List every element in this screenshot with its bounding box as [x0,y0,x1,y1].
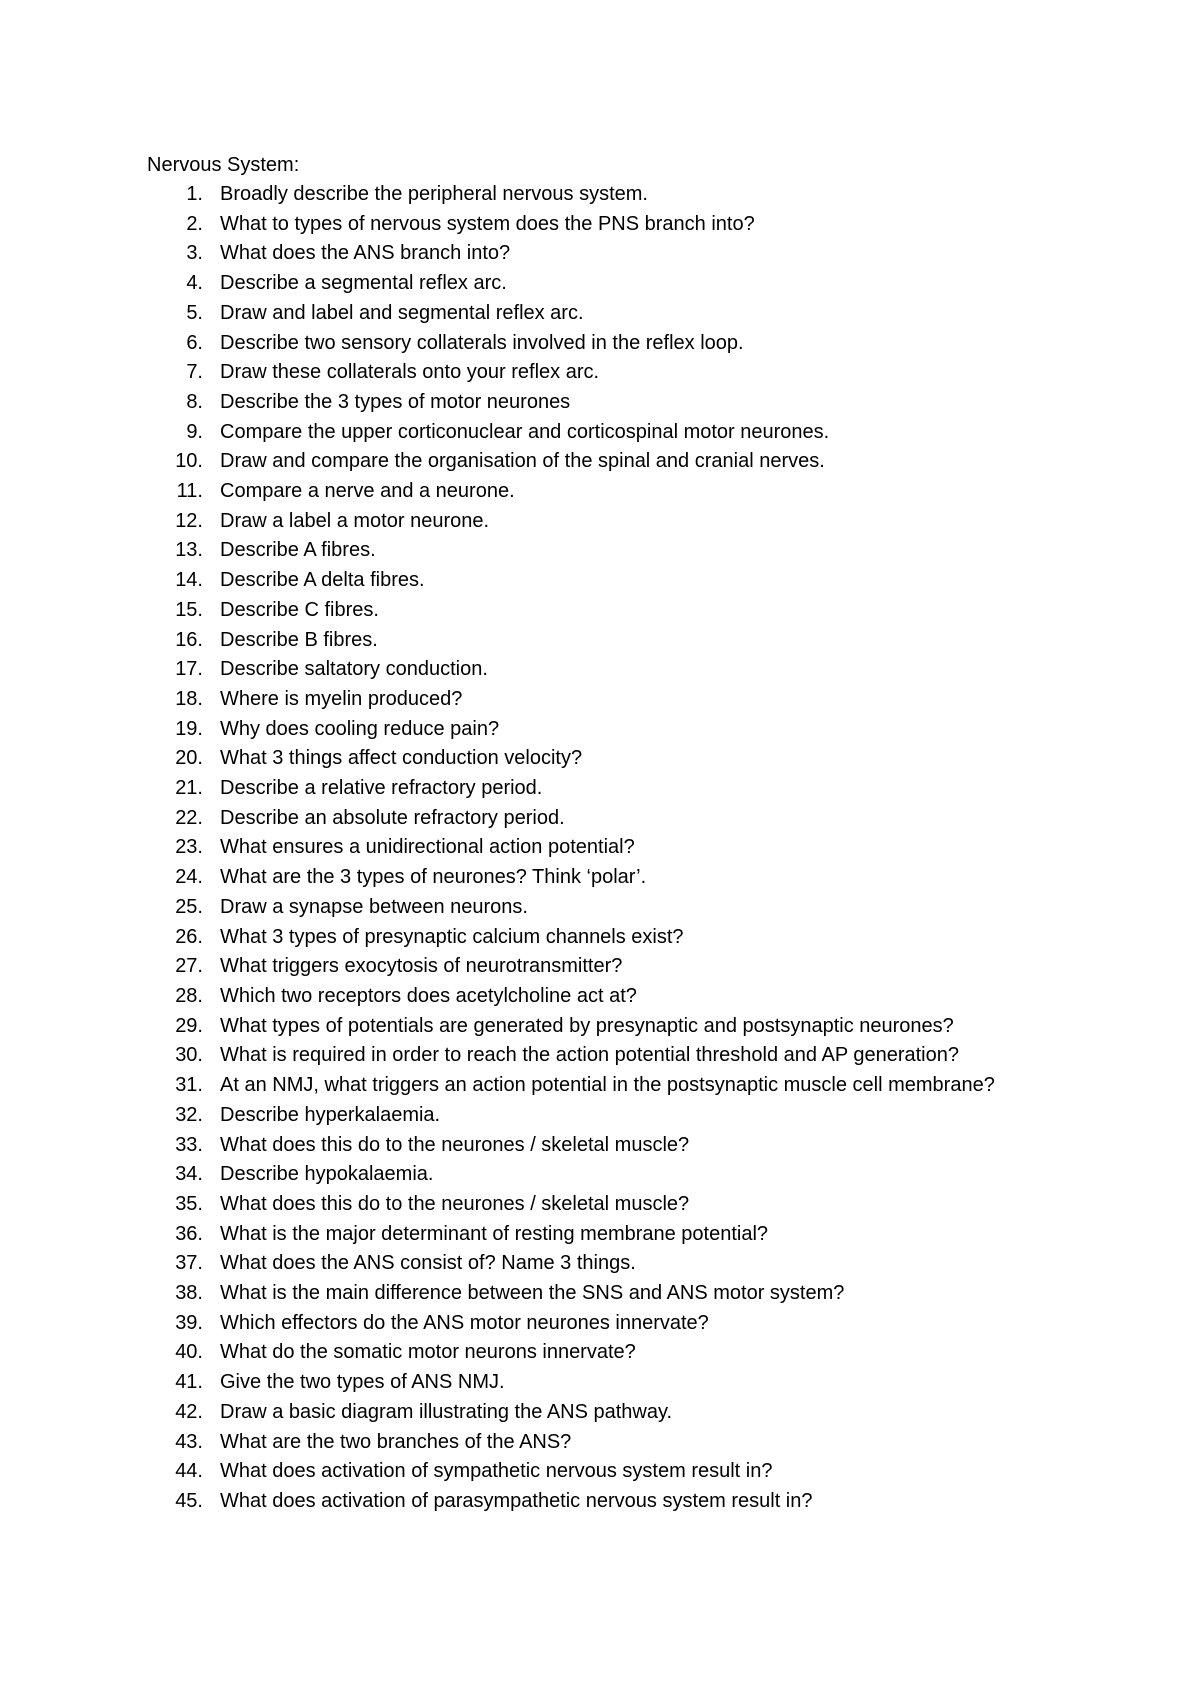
question-number: 15. [175,598,203,621]
question-text: Describe a relative refractory period. [220,777,543,800]
question-item [147,477,1147,507]
question-number: 44. [175,1460,203,1483]
question-number: 1. [186,183,203,205]
question-number: 3. [186,242,203,265]
question-item [147,1190,1147,1220]
question-number: 26. [175,925,203,948]
question-text: What does activation of parasympathetic nervous system result in? [220,1489,813,1512]
question-text: Describe C fibres. [220,598,379,621]
question-item [147,1071,1040,1101]
question-item [147,1160,1147,1190]
question-number: 5. [186,301,203,324]
question-text: What does the ANS consist of? Name 3 things. [220,1252,636,1275]
question-text: What does the ANS branch into? [220,242,511,265]
question-number: 42. [175,1400,203,1423]
question-number: 21. [175,777,203,800]
question-text: Describe a segmental reflex arc. [220,272,507,295]
question-text: Which two receptors does acetylcholine act at? [220,984,637,1007]
question-item [147,596,1147,626]
question-text: Describe two sensory collaterals involved in the reflex loop. [220,331,744,354]
document-content [147,150,1147,1517]
question-text: Draw a basic diagram illustrating the ANS pathway. [220,1400,673,1423]
question-item [147,1041,1147,1071]
question-number: 34. [175,1163,203,1186]
question-item [147,923,1147,953]
question-item [147,893,1147,923]
question-text: Describe B fibres. [220,628,378,651]
question-text: What does this do to the neurones / skeletal muscle? [220,1192,690,1215]
question-number: 2. [186,212,203,235]
question-number: 11. [176,480,203,503]
question-item [147,447,1147,477]
question-text: Describe A delta fibres. [220,569,425,592]
question-number: 13. [175,539,203,562]
question-number: 8. [186,390,203,413]
question-item [147,1487,1147,1517]
question-item [147,1101,1147,1131]
question-item [147,418,1147,448]
question-text: Broadly describe the peripheral nervous system. [220,183,648,205]
question-number: 36. [175,1222,203,1245]
question-text: Where is myelin produced? [220,687,463,710]
question-text: What is the main difference between the SNS and ANS motor system? [220,1282,845,1305]
question-item [147,685,1147,715]
question-item [147,1338,1147,1368]
document-heading: Nervous System: [147,154,300,176]
question-text: Draw these collaterals onto your reflex arc. [220,361,600,384]
question-item [147,1012,1147,1042]
question-text: What to types of nervous system does the PNS branch into? [220,212,755,235]
question-number: 7. [186,361,203,384]
question-item [147,833,1147,863]
question-number: 45. [175,1489,203,1512]
question-text: What triggers exocytosis of neurotransmitter? [220,955,623,978]
question-text: What ensures a unidirectional action potential? [220,836,635,859]
question-text: At an NMJ, what triggers an action potential in the postsynaptic muscle cell membrane? [220,1074,995,1097]
question-text: Describe an absolute refractory period. [220,806,565,829]
question-item [147,744,1147,774]
question-number: 28. [175,984,203,1007]
question-text: What does activation of sympathetic nervous system result in? [220,1460,773,1483]
question-text: What do the somatic motor neurons innervate? [220,1341,636,1364]
question-item [147,952,1147,982]
question-item [147,626,1147,656]
question-item [147,536,1147,566]
question-item [147,1398,1147,1428]
question-item [147,299,1147,329]
question-item [147,507,1147,537]
question-text: Draw a label a motor neurone. [220,509,490,532]
question-number: 33. [175,1133,203,1156]
question-item [147,388,1147,418]
question-number: 22. [175,806,203,829]
question-number: 17. [175,658,203,681]
question-number: 23. [175,836,203,859]
question-number: 39. [175,1311,203,1334]
question-number: 25. [175,895,203,918]
question-text: Describe hyperkalaemia. [220,1103,441,1126]
question-item [147,1428,1147,1458]
question-number: 24. [175,866,203,889]
question-text: Compare the upper corticonuclear and corticospinal motor neurones. [220,420,830,443]
question-text: What are the two branches of the ANS? [220,1430,572,1453]
question-number: 10. [175,450,203,473]
question-number: 38. [175,1282,203,1305]
question-number: 4. [186,272,203,295]
question-text: Describe the 3 types of motor neurones [220,390,571,413]
question-number: 12. [175,509,203,532]
question-text: Why does cooling reduce pain? [220,717,500,740]
question-number: 18. [175,687,203,710]
question-item [147,1131,1147,1161]
question-text: What types of potentials are generated by presynaptic and postsynaptic neurones? [220,1014,954,1037]
question-item [147,358,1147,388]
question-text: What 3 things affect conduction velocity? [220,747,583,770]
question-text: What is required in order to reach the action potential threshold and AP generation? [220,1044,959,1067]
question-text: Which effectors do the ANS motor neurones innervate? [220,1311,709,1334]
question-item [147,715,1147,745]
question-number: 14. [175,569,203,592]
question-item [147,269,1147,299]
question-text: What are the 3 types of neurones? Think ‘polar’. [220,866,647,889]
question-number: 19. [175,717,203,740]
question-item [147,566,1147,596]
question-text: What 3 types of presynaptic calcium channels exist? [220,925,684,948]
question-text: Describe saltatory conduction. [220,658,488,681]
question-text: Describe hypokalaemia. [220,1163,434,1186]
question-number: 43. [175,1430,203,1453]
question-item [147,239,1147,269]
question-number: 35. [175,1192,203,1215]
question-text: What does this do to the neurones / skeletal muscle? [220,1133,690,1156]
question-item [147,655,1147,685]
question-text: Give the two types of ANS NMJ. [220,1371,505,1394]
question-item [147,1279,1147,1309]
question-text: Describe A fibres. [220,539,376,562]
question-number: 27. [175,955,203,978]
question-number: 6. [186,331,203,354]
question-item [147,1309,1147,1339]
question-number: 29. [175,1014,203,1037]
question-text: Draw and compare the organisation of the spinal and cranial nerves. [220,450,825,473]
question-list [147,180,1147,1517]
question-text: What is the major determinant of resting membrane potential? [220,1222,769,1245]
question-item [147,1368,1147,1398]
question-item [147,329,1147,359]
question-item [147,1457,1147,1487]
question-item [147,210,1147,240]
question-item [147,774,1147,804]
question-item [147,982,1147,1012]
question-number: 37. [175,1252,203,1275]
question-number: 31. [175,1074,203,1097]
question-number: 41. [175,1371,203,1394]
question-number: 32. [175,1103,203,1126]
question-number: 40. [175,1341,203,1364]
question-item [147,1220,1147,1250]
question-number: 30. [175,1044,203,1067]
question-text: Draw and label and segmental reflex arc. [220,301,584,324]
question-text: Draw a synapse between neurons. [220,895,528,918]
question-item [147,804,1147,834]
question-item [147,1249,1147,1279]
question-item [147,863,1147,893]
question-number: 20. [175,747,203,770]
question-text: Compare a nerve and a neurone. [220,480,515,503]
question-number: 16. [175,628,203,651]
question-number: 9. [186,420,203,443]
question-item [147,180,1147,210]
